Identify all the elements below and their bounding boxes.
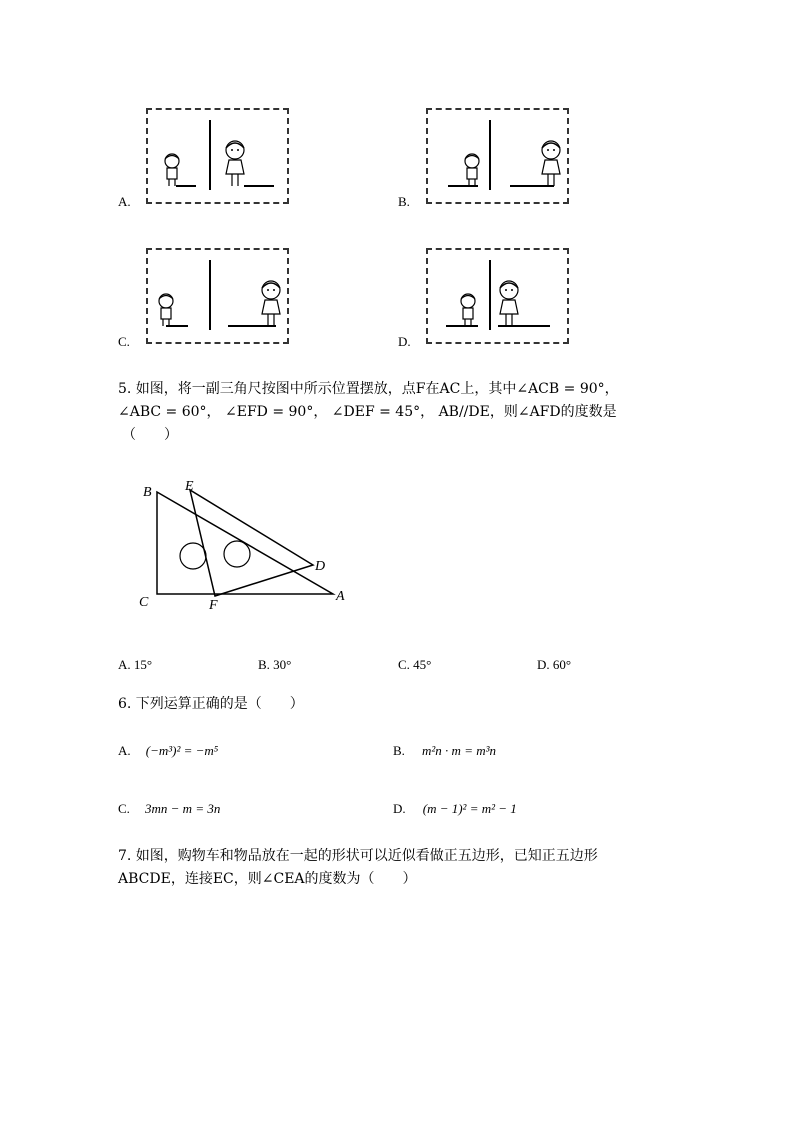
option-expression: m²n · m = m³n: [422, 743, 496, 758]
q5-option-b[interactable]: B. 30°: [258, 657, 292, 672]
option-letter: A.: [118, 194, 131, 209]
floor-line-right: [244, 185, 274, 187]
label-d: D: [315, 559, 326, 574]
wall-line: [489, 260, 491, 330]
q6-option-c[interactable]: [118, 798, 220, 817]
label-c: C: [139, 595, 149, 610]
option-letter: D.: [398, 334, 411, 349]
girl-icon: [538, 138, 564, 188]
q4-option-b[interactable]: [398, 108, 578, 214]
option-letter: B.: [393, 743, 405, 758]
triangle-abc: [157, 492, 333, 594]
q5-option-a[interactable]: A. 15°: [118, 657, 153, 672]
option-letter: A.: [118, 743, 131, 758]
label-f: F: [209, 598, 218, 613]
q4-option-a[interactable]: [118, 108, 298, 214]
triangle-hole: [224, 541, 250, 567]
option-letter: D.: [393, 801, 406, 816]
option-letter: C.: [118, 334, 130, 349]
q4-option-c[interactable]: [118, 248, 298, 354]
q6-option-b[interactable]: [393, 740, 496, 759]
q4-option-d[interactable]: [398, 248, 578, 354]
option-expression: (m − 1)² = m² − 1: [422, 801, 517, 816]
label-a: A: [336, 589, 345, 604]
boy-icon: [462, 152, 482, 188]
girl-icon: [496, 278, 522, 328]
wall-line: [489, 120, 491, 190]
q7-stem-line1: 7. 如图，购物车和物品放在一起的形状可以近似看做正五边形，已知正五边形: [118, 848, 598, 864]
q6-option-d[interactable]: [393, 798, 517, 817]
q5-option-c[interactable]: C. 45°: [398, 657, 432, 672]
girl-icon: [258, 278, 284, 328]
wall-line: [209, 260, 211, 330]
q5-option-d[interactable]: D. 60°: [537, 657, 572, 672]
option-letter: C.: [118, 801, 130, 816]
boy-icon: [162, 152, 182, 188]
boy-icon: [156, 292, 176, 328]
q5-stem-line1: 5. 如图，将一副三角尺按图中所示位置摆放，点F在AC上，其中∠ACB = 90°，: [118, 381, 619, 397]
option-expression: 3mn − m = 3n: [145, 801, 221, 816]
q7-stem-line2: ABCDE，连接EC，则∠CEA的度数为（ ）: [118, 871, 417, 887]
triangle-hole: [180, 543, 206, 569]
wall-line: [209, 120, 211, 190]
label-b: B: [143, 485, 152, 500]
q5-triangle-figure: [135, 478, 355, 613]
triangle-efd: [190, 490, 313, 596]
girl-icon: [222, 138, 248, 188]
q5-stem-line2: ∠ABC = 60°， ∠EFD = 90°， ∠DEF = 45°， AB//DE，则∠AFD的度数是: [118, 404, 617, 420]
option-expression: (−m³)² = −m⁵: [145, 743, 219, 758]
label-e: E: [185, 479, 194, 494]
q6-stem: 6. 下列运算正确的是（ ）: [118, 696, 304, 712]
boy-icon: [458, 292, 478, 328]
q5-stem-line3: （ ）: [122, 427, 178, 443]
q6-option-a[interactable]: [118, 740, 218, 759]
option-letter: B.: [398, 194, 410, 209]
